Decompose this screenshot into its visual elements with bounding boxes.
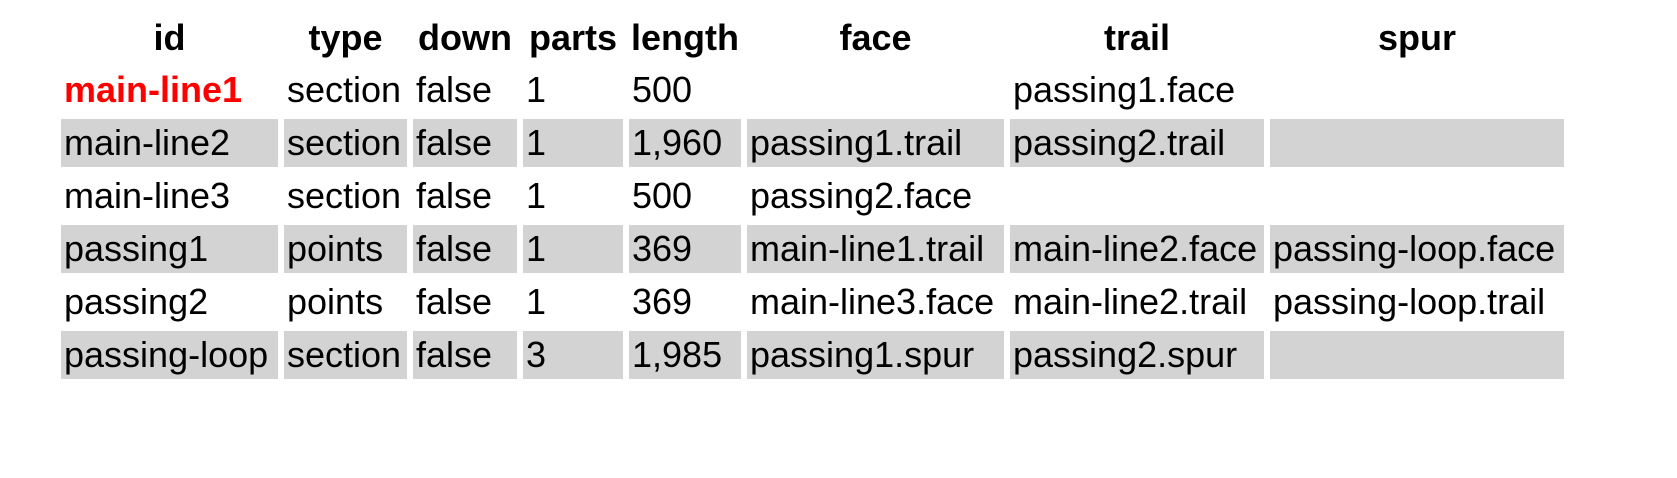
table-row[interactable]: [61, 66, 1564, 114]
cell-trail: passing2.trail: [1010, 119, 1264, 167]
cell-type: section: [284, 331, 407, 379]
cell-parts: 1: [526, 69, 547, 110]
cell-type: points: [284, 225, 407, 273]
cell-down: false: [416, 281, 493, 322]
column-header-trail[interactable]: trail: [1103, 16, 1171, 58]
cell-length: 500: [632, 175, 693, 216]
cell-spur: [1270, 66, 1564, 114]
cell-length: 500: [632, 69, 693, 110]
cell-spur: [1270, 119, 1564, 167]
cell-face: main-line1.trail: [747, 225, 1004, 273]
table-row[interactable]: [61, 119, 1564, 167]
cell-face: passing2.face: [750, 175, 973, 216]
cell-id[interactable]: passing-loop: [61, 331, 278, 379]
cell-id[interactable]: passing1: [61, 225, 278, 273]
cell-parts: 1: [523, 225, 623, 273]
column-header-face[interactable]: face: [839, 16, 912, 58]
column-header-id[interactable]: id: [153, 16, 186, 58]
cell-id[interactable]: passing2: [64, 281, 209, 322]
cell-parts: 1: [526, 175, 547, 216]
table-row[interactable]: [61, 278, 1564, 326]
cell-parts: 1: [526, 281, 547, 322]
cell-id-selected[interactable]: main-line1: [64, 69, 243, 110]
column-header-length[interactable]: length: [631, 16, 739, 58]
cell-spur: [1270, 172, 1564, 220]
track-table-container: [61, 14, 1570, 384]
column-header-down[interactable]: down: [418, 16, 512, 58]
cell-length: 369: [629, 225, 741, 273]
column-header-spur[interactable]: spur: [1377, 16, 1456, 58]
cell-down: false: [416, 175, 493, 216]
table-row[interactable]: [61, 225, 1564, 273]
cell-length: 1,960: [629, 119, 741, 167]
cell-face: [747, 66, 1004, 114]
cell-trail: [1010, 172, 1264, 220]
column-header-parts[interactable]: parts: [528, 16, 618, 58]
table-row[interactable]: [61, 172, 1564, 220]
cell-trail: passing1.face: [1013, 69, 1236, 110]
cell-spur: passing-loop.face: [1270, 225, 1564, 273]
cell-down: false: [416, 69, 493, 110]
cell-spur: [1270, 331, 1564, 379]
cell-trail: main-line2.trail: [1013, 281, 1248, 322]
cell-face: passing1.spur: [747, 331, 1004, 379]
cell-type: section: [287, 175, 402, 216]
cell-id[interactable]: main-line3: [64, 175, 231, 216]
cell-length: 1,985: [629, 331, 741, 379]
cell-spur: passing-loop.trail: [1273, 281, 1546, 322]
cell-type: section: [287, 69, 402, 110]
column-header-type[interactable]: type: [308, 16, 383, 58]
cell-parts: 3: [523, 331, 623, 379]
cell-trail: passing2.spur: [1010, 331, 1264, 379]
cell-down: false: [413, 119, 517, 167]
table-row[interactable]: [61, 331, 1564, 379]
cell-down: false: [413, 331, 517, 379]
cell-trail: main-line2.face: [1010, 225, 1264, 273]
cell-type: points: [287, 281, 384, 322]
cell-parts: 1: [523, 119, 623, 167]
cell-face: main-line3.face: [750, 281, 995, 322]
cell-type: section: [284, 119, 407, 167]
cell-length: 369: [632, 281, 693, 322]
cell-id[interactable]: main-line2: [61, 119, 278, 167]
cell-down: false: [413, 225, 517, 273]
track-table: [55, 9, 1570, 384]
table-header-row: [61, 14, 1564, 61]
cell-face: passing1.trail: [747, 119, 1004, 167]
